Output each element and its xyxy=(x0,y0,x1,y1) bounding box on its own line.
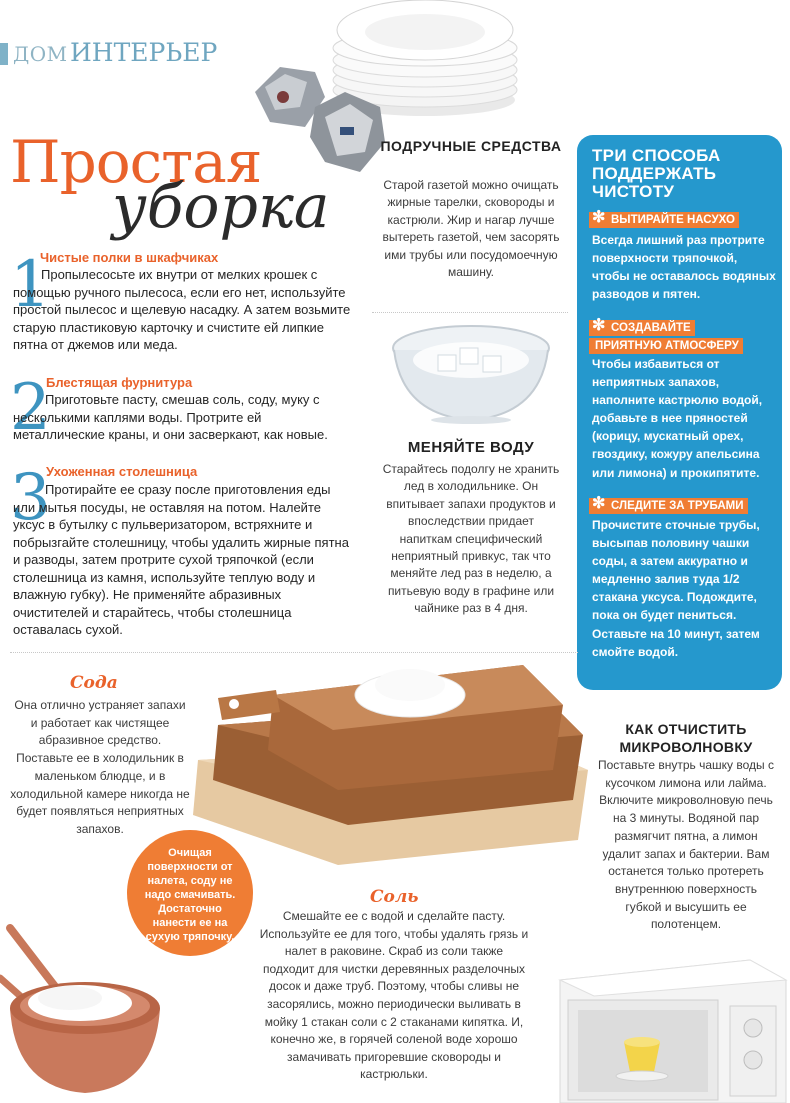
tips-box-heading: ТРИ СПОСОБА ПОДДЕРЖАТЬ ЧИСТОТУ xyxy=(592,146,721,201)
page-title-line1: Простая xyxy=(10,128,262,196)
tip-text-2: Чтобы избавиться от неприятных запахов, наполните кастрюлю водой, добавьте в нее пряностей (корицу, мускатный орех, гвоздику, кожуру апельсина или лимона) и прокипятите. xyxy=(592,357,763,480)
tip-text-3: Прочистите сточные трубы, высыпав половину чашки соды, а затем аккуратно и медленно залив туда 1/2 стакана уксуса. Подождите, пока он будет пениться. Оставьте на 10 минут, затем смойте водой. xyxy=(592,518,760,659)
section-number-3: 3 xyxy=(10,461,51,535)
section-heading-2: Блестящая фурнитура xyxy=(46,375,193,390)
section-text-1: Пропылесосьте их внутри от мелких крошек с помощью ручного пылесоса, если его нет, используйте простой пылесос и щелевую насадку. А затем возьмите старую пластиковую карточку и счистите ей липкие пятна от джемов или меда. xyxy=(13,267,351,352)
salt-heading: Соль xyxy=(370,887,419,907)
section-number-1: 1 xyxy=(10,248,51,322)
section-number-2: 2 xyxy=(10,371,51,445)
tips-box xyxy=(577,135,782,690)
section-heading-3: Ухоженная столешница xyxy=(46,464,198,479)
tip-tag-1-label: ВЫТИРАЙТЕ НАСУХО xyxy=(611,214,735,226)
section-text-3: Протирайте ее сразу после приготовления еды или мытья посуды, не оставляя на потом. Налейте уксус в бутылку с пульверизатором, встряхните и побрызгайте столешницу, чтобы удалить жирные пятна и разводы, затем протрите сухой тряпочкой (если столешница из камня, используйте теплую воду и влажную губку). Не применяйте абразивных очистителей и старайтесь, чтобы столешница оставалась сухой. xyxy=(13,482,349,637)
tip-tag-2a xyxy=(589,317,695,336)
tip-tag-2-line2: ПРИЯТНУЮ АТМОСФЕРУ xyxy=(595,340,739,352)
section-header xyxy=(0,38,240,70)
crumpled-newspaper-image xyxy=(245,52,395,182)
snowflake-icon: ✻ xyxy=(592,495,606,512)
cutting-boards-image xyxy=(188,640,596,870)
divider xyxy=(372,312,568,313)
tip-text-1: Всегда лишний раз протрите поверхности тряпочкой, чтобы не оставалось водяных разводов и пятен. xyxy=(592,233,776,302)
microwave-text: Поставьте внутрь чашку воды с кусочком лимона или лайма. Включите микроволновую печь на 3 минуты. Водяной пар размягчит пятна, а лимон удалит запах и бактерии. Вам останется только протереть внутреннюю поверхность губкой и высушить ее полотенцем. xyxy=(597,758,775,932)
header-bar xyxy=(0,43,8,65)
podruchnye-heading: ПОДРУЧНЫЕ СРЕДСТВА xyxy=(380,138,562,154)
salt-text: Смешайте ее с водой и сделайте пасту. Используйте ее для того, чтобы удалять грязь и налет в раковине. Скраб из соли также подходит для чистки деревянных разделочных досок и даже труб. Поэтому, чтобы сливы не засорялись, можно периодически выливать в мойку 1 стакан соли с 2 стаканами кипятка. И, конечно же, в горячей соленой воде хорошо замачивать пригоревшие сковороды и кастрюльки. xyxy=(259,909,529,1082)
page-title-line2: уборка xyxy=(112,172,330,242)
soda-text: Она отлично устраняет запахи и работает как чистящее абразивное средство. Поставьте ее в холодильник в маленьком блюдце, и в холодильной камере никогда не будет появляться неприятных запахов. xyxy=(10,698,190,836)
section-heading-1: Чистые полки в шкафчиках xyxy=(40,250,219,265)
section-text-2: Приготовьте пасту, смешав соль, соду, муку с несколькими каплями воды. Протрите ей металлические краны, и они засверкают, как новые. xyxy=(13,392,328,442)
podruchnye-text: Старой газетой можно очищать жирные тарелки, сковороды и кастрюли. Жир и нагар лучше вытереть газетой, чем засорять ими трубы или посудомоечную машину. xyxy=(382,178,560,280)
water-text: Старайтесь подолгу не хранить лед в холодильнике. Он впитывает запахи продуктов и впоследствии придает напиткам специфический неприятный привкус, так что меняйте лед раз в неделю, а питьевую воду в графине или чайнике раз в 4 дня. xyxy=(382,462,560,616)
header-section-a: ДОМ xyxy=(13,42,68,66)
tip-tag-1 xyxy=(589,209,739,228)
snowflake-icon: ✻ xyxy=(592,209,606,226)
microwave-heading: КАК ОТЧИСТИТЬ МИКРОВОЛНОВКУ xyxy=(619,721,753,755)
tip-tag-3-label: СЛЕДИТЕ ЗА ТРУБАМИ xyxy=(611,500,744,512)
tip-tag-2b xyxy=(589,338,743,354)
tip-circle-text: Очищая поверхности от налета, соду не надо смачивать. Достаточно нанести ее на сухую тряпочку. xyxy=(144,847,236,943)
measuring-cups-image xyxy=(0,908,175,1103)
soda-heading: Сода xyxy=(70,673,118,693)
water-heading: МЕНЯЙТЕ ВОДУ xyxy=(407,439,535,456)
microwave-image xyxy=(554,956,790,1103)
tip-tag-2-line1: СОЗДАВАЙТЕ xyxy=(611,322,691,334)
header-section-b: ИНТЕРЬЕР xyxy=(70,38,218,67)
snowflake-icon: ✻ xyxy=(592,317,606,334)
tip-tag-3 xyxy=(589,495,748,514)
glass-bowl-image xyxy=(388,320,554,425)
